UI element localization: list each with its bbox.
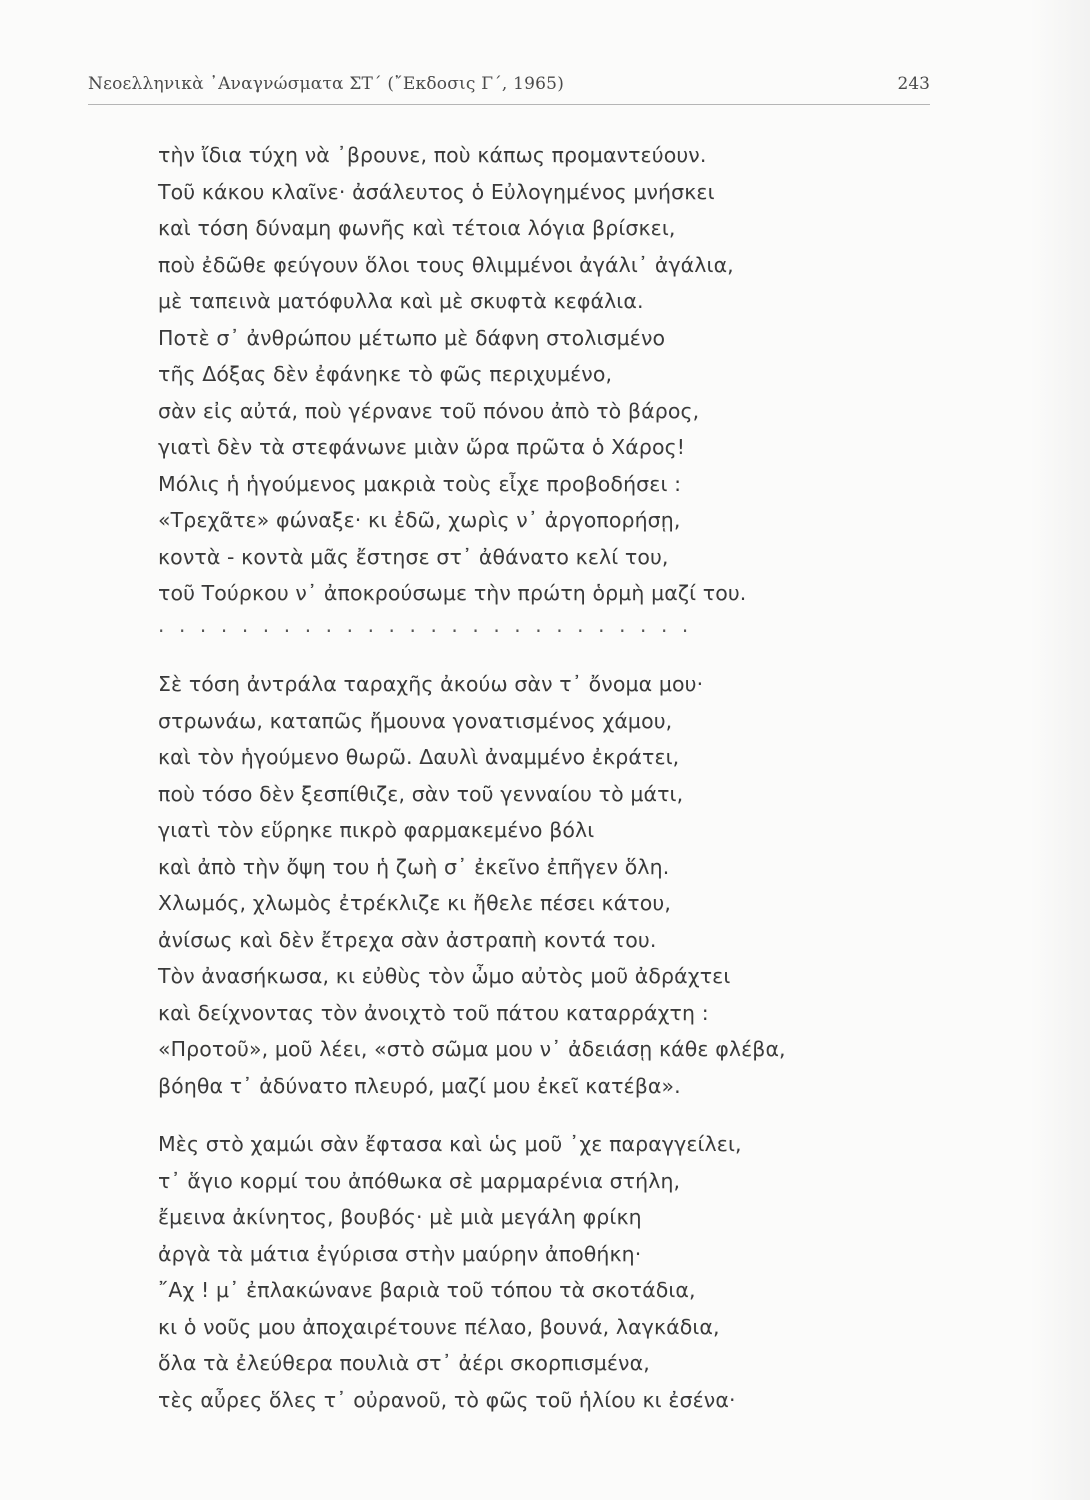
stanza-gap: [158, 648, 898, 666]
poem-line: τῆς Δόξας δὲν ἐφάνηκε τὸ φῶς περιχυμένο,: [158, 362, 613, 386]
page-number: 243: [897, 74, 930, 94]
poem-line: γιατὶ δὲν τὰ στεφάνωνε μιὰν ὥρα πρῶτα ὁ Χάρος!: [158, 435, 686, 459]
stanza-3: [158, 1126, 898, 1418]
poem-line: «Προτοῦ», μοῦ λέει, «στὸ σῶμα μου ν᾽ ἀδειάσῃ κάθε φλέβα,: [158, 1037, 786, 1061]
poem-line: τὲς αὖρες ὅλες τ᾽ οὐρανοῦ, τὸ φῶς τοῦ ἡλίου κι ἐσένα·: [158, 1387, 736, 1412]
page-edge-shadow: [1030, 0, 1090, 1500]
poem-line: ἀνίσως καὶ δὲν ἔτρεχα σὰν ἀστραπὴ κοντά του.: [158, 927, 657, 952]
poem-line: τοῦ Τούρκου ν᾽ ἀποκρούσωμε τὴν πρώτη ὁρμὴ μαζί του.: [158, 581, 747, 605]
poem-line: μὲ ταπεινὰ ματόφυλλα καὶ μὲ σκυφτὰ κεφάλια.: [158, 289, 644, 313]
poem-line: ποὺ τόσο δὲν ξεσπίθιζε, σὰν τοῦ γενναίου τὸ μάτι,: [158, 781, 684, 806]
poem-line: τὴν ἴδια τύχη νὰ ᾽βρουνε, ποὺ κάπως προμαντεύουν.: [158, 143, 707, 167]
poem-line: ἔμεινα ἀκίνητος, βουβός· μὲ μιὰ μεγάλη φρίκη: [158, 1205, 642, 1229]
poem-line: ῎Αχ ! μ᾽ ἐπλακώνανε βαριὰ τοῦ τόπου τὰ σκοτάδια,: [158, 1278, 696, 1302]
poem-line: ποὺ ἐδῶθε φεύγουν ὅλοι τους θλιμμένοι ἀγάλι᾽ ἀγάλια,: [158, 252, 734, 277]
poem-line: Τὸν ἀνασήκωσα, κι εὐθὺς τὸν ὦμο αὐτὸς μοῦ ἀδράχτει: [158, 964, 731, 988]
running-header: [88, 70, 930, 105]
poem-line: ὅλα τὰ ἐλεύθερα πουλιὰ στ᾽ ἀέρι σκορπισμένα,: [158, 1351, 650, 1375]
stanza-gap: [158, 1104, 898, 1126]
poem-line: Ποτὲ σ᾽ ἀνθρώπου μέτωπο μὲ δάφνη στολισμένο: [158, 325, 666, 350]
poem-line: στρωνάω, καταπῶς ἤμουνα γονατισμένος χάμου,: [158, 708, 673, 733]
poem-line: σὰν εἰς αὐτά, ποὺ γέρνανε τοῦ πόνου ἀπὸ τὸ βάρος,: [158, 398, 700, 423]
header-title: Νεοελληνικὰ ᾽Αναγνώσματα ΣΤ΄ (῎Εκδοσις Γ΄, 1965): [88, 74, 565, 94]
poem-line: «Τρεχᾶτε» φώναξε· κι ἐδῶ, χωρὶς ν᾽ ἀργοπορήσῃ,: [158, 508, 681, 532]
poem-line: Χλωμός, χλωμὸς ἐτρέκλιζε κι ἤθελε πέσει κάτου,: [158, 891, 671, 915]
poem-line: Μόλις ἡ ἡγούμενος μακριὰ τοὺς εἶχε προβοδήσει :: [158, 471, 682, 496]
poem-line: Μὲς στὸ χαμώι σὰν ἔφτασα καὶ ὡς μοῦ ᾽χε παραγγείλει,: [158, 1132, 742, 1156]
stanza-1: [158, 137, 898, 612]
poem-line: ἀργὰ τὰ μάτια ἐγύρισα στὴν μαύρην ἀποθήκη·: [158, 1241, 642, 1266]
stanza-2: [158, 666, 898, 1104]
poem-line: καὶ τὸν ἡγούμενο θωρῶ. Δαυλὶ ἀναμμένο ἐκράτει,: [158, 745, 680, 769]
poem-line: τ᾽ ἅγιο κορμί του ἀπόθωκα σὲ μαρμαρένια στήλη,: [158, 1168, 681, 1193]
poem-body: [158, 137, 898, 1418]
omission-dots: ..........................: [158, 612, 703, 637]
poem-line: καὶ τόση δύναμη φωνῆς καὶ τέτοια λόγια βρίσκει,: [158, 216, 676, 240]
poem-line: Τοῦ κάκου κλαῖνε· ἀσάλευτος ὁ Εὐλογημένος μνήσκει: [158, 179, 715, 204]
poem-line: κι ὁ νοῦς μου ἀποχαιρέτουνε πέλαο, βουνά, λαγκάδια,: [158, 1314, 720, 1339]
poem-line: γιατὶ τὸν εὕρηκε πικρὸ φαρμακεμένο βόλι: [158, 818, 595, 842]
poem-line: καὶ δείχνοντας τὸν ἀνοιχτὸ τοῦ πάτου καταρράχτη :: [158, 1000, 709, 1025]
poem-line: καὶ ἀπὸ τὴν ὄψη του ἡ ζωὴ σ᾽ ἐκεῖνο ἐπῆγεν ὅλη.: [158, 854, 670, 879]
poem-line: Σὲ τόση ἀντράλα ταραχῆς ἀκούω σὰν τ᾽ ὄνομα μου·: [158, 672, 704, 696]
poem-line: κοντὰ - κοντὰ μᾶς ἔστησε στ᾽ ἀθάνατο κελί του,: [158, 544, 669, 569]
poem-line: βόηθα τ᾽ ἀδύνατο πλευρό, μαζί μου ἐκεῖ κατέβα».: [158, 1073, 681, 1098]
